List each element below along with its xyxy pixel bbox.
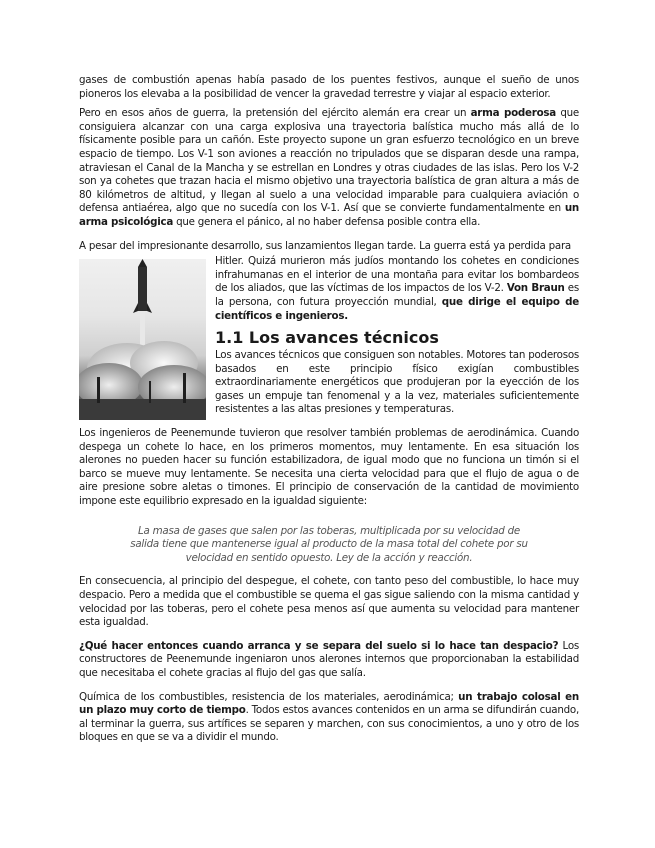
- paragraph-advances: Los avances técnicos que consiguen son notables. Motores tan poderosos basados en este principio físico exigían combustibles extraordinariamente energéticos que produjeran por la eyección de los gases un empuje tan fenomenal y a la vez, materiales suficientemente resistentes a las altas presiones y temperaturas.: [215, 349, 579, 416]
- paragraph-consequence: En consecuencia, al principio del despegue, el cohete, con tanto peso del combustible, lo hace muy despacio. Pero a medida que el combustible se quema el gas sigue saliendo con la misma cantidad y velocidad por las toberas, pero el cohete pesa menos así que aumenta su velocidad para mantener esta igualdad.: [79, 575, 579, 629]
- paragraph-weapon: Pero en esos años de guerra, la pretensión del ejército alemán era crear un arma poderosa que consiguiera alcanzar con una carga explosiva una trayectoria balística mucho más allá de lo físicamente posible para un cañón. Este proyecto supone un gran esfuerzo tecnológico en un breve espacio de tiempo. Los V-1 son aviones a reacción no tripulados que se disparan desde una rampa, atraviesan el Canal de la Mancha y se estrellan en Londres y otras ciudades de las islas. Pero los V-2 son ya cohetes que trazan hacia el mismo objetivo una trayectoria balística de gran altura a más de 80 kilómetros de altitud, y llegan al suelo a una velocidad imparable para cualquiera aviación o defensa antiaérea, algo que no sucedía con los V-1. Así que se convierte fundamentalmente en un arma psicológica que genera el pánico, al no haber defensa posible contra ella.: [79, 107, 579, 228]
- bold-question: ¿Qué hacer entonces cuando arranca y se separa del suelo si lo hace tan despacio?: [79, 639, 559, 652]
- section-heading: 1.1 Los avances técnicos: [215, 328, 439, 348]
- law-quote: La masa de gases que salen por las toberas, multiplicada por su velocidad de salida tiene que mantenerse igual al producto de la masa total del cohete por su velocidad en sentido opuesto. Ley de la acción y reacción.: [130, 524, 528, 564]
- bold-phrase: arma poderosa: [470, 107, 556, 120]
- bold-phrase: un arma psicológica: [79, 202, 579, 228]
- paragraph-von-braun-cont: Hitler. Quizá murieron más judíos montando los cohetes en condiciones infrahumanas en el interior de una montaña para evitar los bombardeos de los aliados, que las víctimas de los impactos de los V-2. Von Braun es la persona, con futura proyección mundial, que dirige el equipo de científicos e ingenieros.: [215, 255, 579, 322]
- v2-rocket-launch-photo: [79, 259, 206, 420]
- rocket-photo-illustration: [79, 259, 206, 420]
- paragraph-intro: gases de combustión apenas había pasado de los puentes festivos, aunque el sueño de unos pioneros los elevaba a la posibilidad de vencer la gravedad terrestre y viajar al espacio exterior.: [79, 74, 579, 100]
- bold-phrase: Von Braun: [506, 282, 565, 295]
- paragraph-conclusion: Química de los combustibles, resistencia de los materiales, aerodinámica; un trabajo colosal en un plazo muy corto de tiempo. Todos estos avances contenidos en un arma se difundirán cuando, al terminar la guerra, sus artífices se separen y marchen, con sus conocimientos, a uno y otro de los bloques en que se va a dividir el mundo.: [79, 690, 579, 744]
- paragraph-late-launches: A pesar del impresionante desarrollo, sus lanzamientos llegan tarde. La guerra está ya perdida para: [79, 239, 571, 252]
- paragraph-aerodynamics: Los ingenieros de Peenemunde tuvieron que resolver también problemas de aerodinámica. Cuando despega un cohete lo hace, en los primeros momentos, muy lentamente. En esa situación los alerones no pueden hacer su función estabilizadora, de igual modo que no funciona un timón si el barco se mueve muy lentamente. Se necesita una cierta velocidad para que el flujo de agua o de aire presione sobre aletas o timones. El principio de conservación de la cantidad de movimiento impone este equilibrio expresado en la igualdad siguiente:: [79, 427, 579, 508]
- bold-phrase: un trabajo colosal en un plazo muy corto de tiempo: [79, 690, 579, 717]
- document-page: [79, 74, 579, 755]
- paragraph-question: ¿Qué hacer entonces cuando arranca y se separa del suelo si lo hace tan despacio? Los constructores de Peenemunde ingeniaron unos alerones internos que proporcionaban la estabilidad que necesitaba el cohete gracias al flujo del gas que salía.: [79, 639, 579, 679]
- bold-phrase: que dirige el equipo de científicos e ingenieros.: [215, 295, 579, 322]
